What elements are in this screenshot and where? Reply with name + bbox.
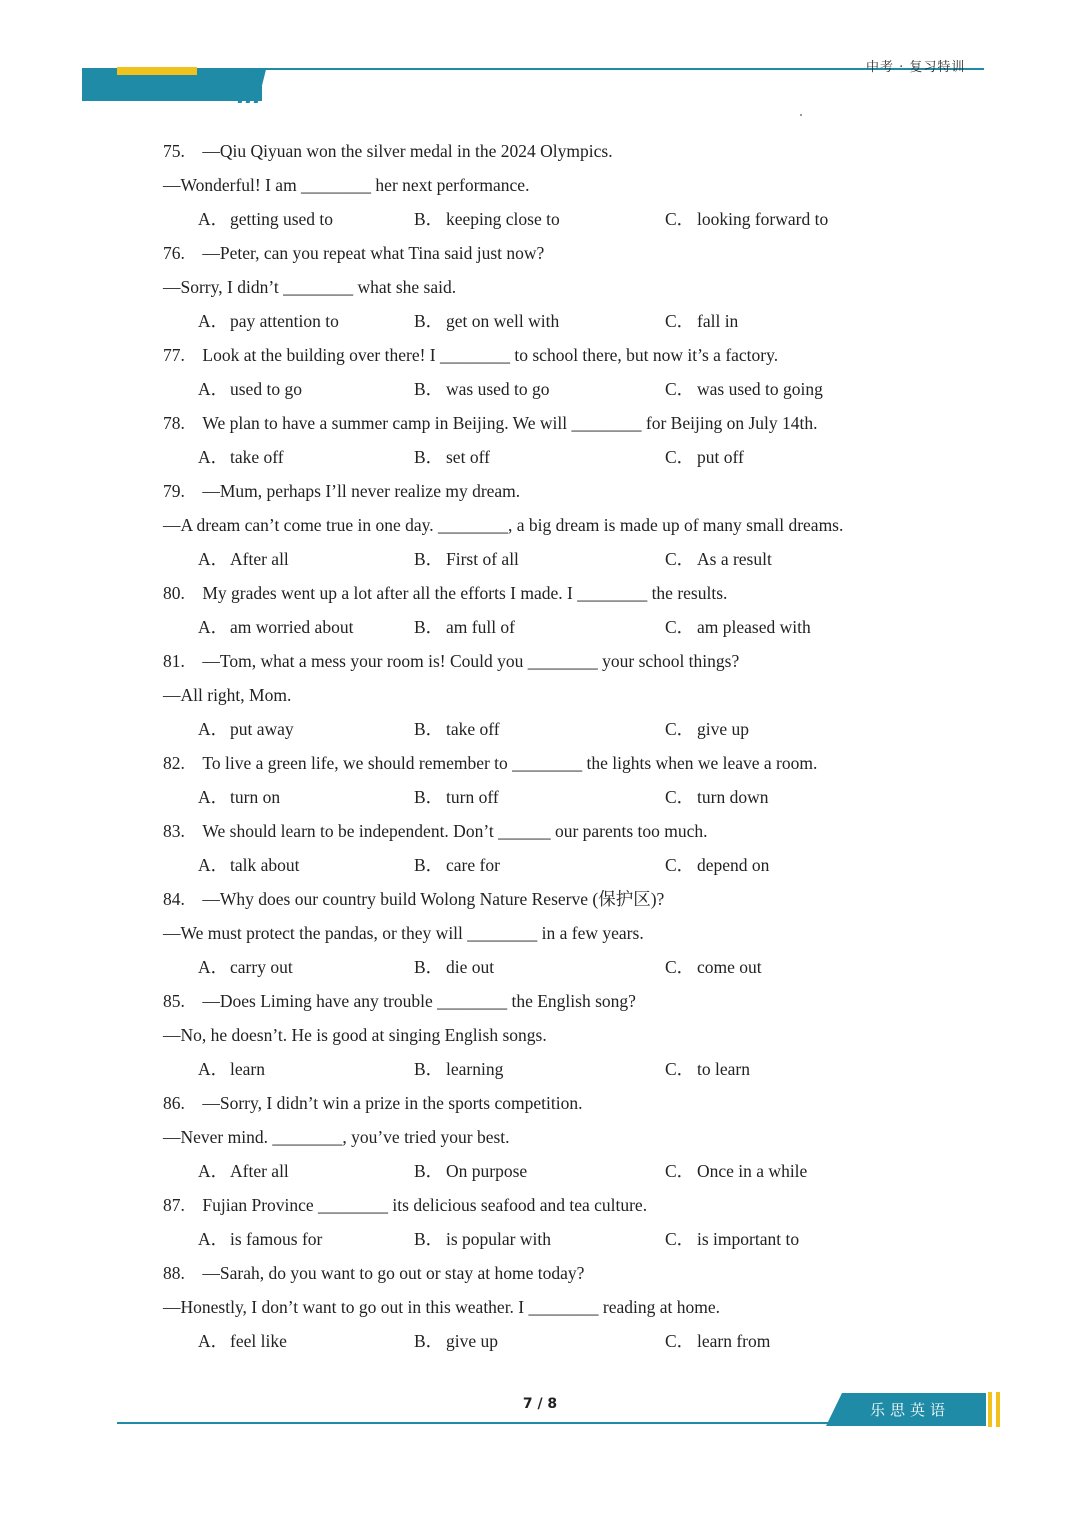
option-text: take off xyxy=(230,447,284,467)
option-label: C． xyxy=(665,549,695,569)
option-label: A． xyxy=(198,1331,229,1351)
option-text: am pleased with xyxy=(697,617,811,637)
option-label: C． xyxy=(665,311,695,331)
option-c xyxy=(665,542,772,576)
option-text: Once in a while xyxy=(697,1161,808,1181)
question-item xyxy=(163,406,963,474)
option-b xyxy=(414,1052,503,1086)
question-stem: 78. We plan to have a summer camp in Beijing. We will ________ for Beijing on July 14th. xyxy=(163,413,818,433)
answer-options xyxy=(163,542,963,576)
header-title: 中考 · 复习特训 xyxy=(866,60,966,75)
answer-options xyxy=(163,1052,963,1086)
option-label: B． xyxy=(414,549,444,569)
question-reply: —Sorry, I didn’t ________ what she said. xyxy=(163,277,457,297)
option-c xyxy=(665,610,811,644)
option-a xyxy=(198,202,333,236)
option-a xyxy=(198,542,289,576)
option-text: put off xyxy=(697,447,744,467)
question-stem: 77. Look at the building over there! I ________ to school there, but now it’s a factory. xyxy=(163,345,779,365)
option-c xyxy=(665,202,828,236)
option-label: C． xyxy=(665,957,695,977)
option-text: getting used to xyxy=(230,209,334,229)
option-text: die out xyxy=(446,957,495,977)
answer-options xyxy=(163,780,963,814)
option-text: learn xyxy=(230,1059,265,1079)
option-a xyxy=(198,848,300,882)
option-text: set off xyxy=(446,447,490,467)
option-c xyxy=(665,1052,750,1086)
option-text: get on well with xyxy=(446,311,560,331)
option-text: turn on xyxy=(230,787,281,807)
answer-options xyxy=(163,950,963,984)
option-label: C． xyxy=(665,787,695,807)
option-a xyxy=(198,712,294,746)
footer-brand: 乐思英语 xyxy=(870,1401,951,1419)
question-item xyxy=(163,576,963,644)
option-b xyxy=(414,202,560,236)
option-a xyxy=(198,440,284,474)
question-item xyxy=(163,474,963,576)
answer-options xyxy=(163,712,963,746)
option-label: B． xyxy=(414,1229,444,1249)
question-stem: 86. —Sorry, I didn’t win a prize in the sports competition. xyxy=(163,1093,583,1113)
option-label: A． xyxy=(198,957,229,977)
option-c xyxy=(665,1324,770,1358)
option-b xyxy=(414,1324,498,1358)
option-label: C． xyxy=(665,1059,695,1079)
option-text: is famous for xyxy=(230,1229,323,1249)
option-label: C． xyxy=(665,447,695,467)
option-label: C． xyxy=(665,379,695,399)
option-text: is popular with xyxy=(446,1229,551,1249)
option-a xyxy=(198,950,293,984)
option-label: A． xyxy=(198,311,229,331)
question-item xyxy=(163,984,963,1086)
option-a xyxy=(198,1222,322,1256)
option-label: A． xyxy=(198,787,229,807)
footer-stripe xyxy=(988,1392,992,1427)
option-text: After all xyxy=(230,549,289,569)
question-stem: 80. My grades went up a lot after all the efforts I made. I ________ the results. xyxy=(163,583,728,603)
answer-options xyxy=(163,1222,963,1256)
option-b xyxy=(414,712,500,746)
question-stem: 85. —Does Liming have any trouble ________ the English song? xyxy=(163,991,636,1011)
option-a xyxy=(198,610,353,644)
option-text: give up xyxy=(697,719,750,739)
option-text: After all xyxy=(230,1161,289,1181)
option-c xyxy=(665,950,762,984)
question-item xyxy=(163,814,963,882)
option-c xyxy=(665,1222,799,1256)
question-reply: —We must protect the pandas, or they will ________ in a few years. xyxy=(163,923,644,943)
option-text: keeping close to xyxy=(446,209,560,229)
footer-stripe xyxy=(996,1392,1000,1427)
question-item xyxy=(163,338,963,406)
option-b xyxy=(414,848,500,882)
option-label: B． xyxy=(414,719,444,739)
question-item xyxy=(163,1256,963,1358)
question-stem: 79. —Mum, perhaps I’ll never realize my dream. xyxy=(163,481,521,501)
header-accent xyxy=(117,67,197,75)
page-number: 7 / 8 xyxy=(522,1396,558,1412)
option-label: B． xyxy=(414,209,444,229)
question-reply: —Never mind. ________, you’ve tried your best. xyxy=(163,1127,510,1147)
option-text: take off xyxy=(446,719,500,739)
option-label: B． xyxy=(414,957,444,977)
option-text: to learn xyxy=(697,1059,750,1079)
answer-options xyxy=(163,1324,963,1358)
answer-options xyxy=(163,610,963,644)
option-text: learning xyxy=(446,1059,504,1079)
option-b xyxy=(414,610,515,644)
footer-rule xyxy=(117,1422,837,1424)
option-text: used to go xyxy=(230,379,302,399)
option-label: C． xyxy=(665,617,695,637)
option-label: A． xyxy=(198,617,229,637)
option-text: give up xyxy=(446,1331,499,1351)
option-label: C． xyxy=(665,719,695,739)
option-a xyxy=(198,1154,289,1188)
question-item xyxy=(163,134,963,236)
option-label: B． xyxy=(414,1059,444,1079)
option-label: A． xyxy=(198,1229,229,1249)
answer-options xyxy=(163,304,963,338)
question-stem: 88. —Sarah, do you want to go out or stay at home today? xyxy=(163,1263,585,1283)
question-reply: —A dream can’t come true in one day. ________, a big dream is made up of many small dreams. xyxy=(163,515,844,535)
option-text: was used to go xyxy=(446,379,550,399)
option-label: C． xyxy=(665,1331,695,1351)
option-text: is important to xyxy=(697,1229,800,1249)
option-b xyxy=(414,542,519,576)
option-text: First of all xyxy=(446,549,519,569)
option-text: looking forward to xyxy=(697,209,829,229)
question-stem: 81. —Tom, what a mess your room is! Could you ________ your school things? xyxy=(163,651,740,671)
question-item xyxy=(163,236,963,338)
option-label: A． xyxy=(198,379,229,399)
option-label: C． xyxy=(665,209,695,229)
option-c xyxy=(665,848,769,882)
answer-options xyxy=(163,848,963,882)
question-stem: 84. —Why does our country build Wolong Nature Reserve (保护区)? xyxy=(163,889,665,909)
option-label: C． xyxy=(665,1161,695,1181)
question-list xyxy=(163,134,963,1358)
option-a xyxy=(198,1052,265,1086)
option-label: B． xyxy=(414,1161,444,1181)
question-item xyxy=(163,882,963,984)
question-stem: 83. We should learn to be independent. Don’t ______ our parents too much. xyxy=(163,821,708,841)
option-c xyxy=(665,372,823,406)
answer-options xyxy=(163,440,963,474)
option-label: A． xyxy=(198,855,229,875)
question-stem: 82. To live a green life, we should remember to ________ the lights when we leave a room. xyxy=(163,753,818,773)
option-label: B． xyxy=(414,379,444,399)
question-stem: 87. Fujian Province ________ its delicious seafood and tea culture. xyxy=(163,1195,648,1215)
question-item xyxy=(163,1086,963,1188)
option-b xyxy=(414,304,559,338)
option-label: A． xyxy=(198,1059,229,1079)
option-text: fall in xyxy=(697,311,739,331)
option-label: A． xyxy=(198,719,229,739)
question-reply: —All right, Mom. xyxy=(163,685,292,705)
speck xyxy=(800,114,802,116)
option-text: depend on xyxy=(697,855,770,875)
option-text: learn from xyxy=(697,1331,771,1351)
question-item xyxy=(163,746,963,814)
option-text: carry out xyxy=(230,957,293,977)
option-label: C． xyxy=(665,1229,695,1249)
option-b xyxy=(414,1154,527,1188)
option-b xyxy=(414,950,494,984)
option-text: was used to going xyxy=(697,379,823,399)
answer-options xyxy=(163,1154,963,1188)
option-label: B． xyxy=(414,447,444,467)
option-label: B． xyxy=(414,617,444,637)
option-c xyxy=(665,712,749,746)
option-b xyxy=(414,1222,551,1256)
option-b xyxy=(414,440,490,474)
option-b xyxy=(414,780,499,814)
question-stem: 76. —Peter, can you repeat what Tina said just now? xyxy=(163,243,545,263)
option-text: am worried about xyxy=(230,617,354,637)
option-text: turn off xyxy=(446,787,499,807)
option-label: A． xyxy=(198,1161,229,1181)
option-b xyxy=(414,372,550,406)
option-label: B． xyxy=(414,787,444,807)
option-text: pay attention to xyxy=(230,311,339,331)
option-label: C． xyxy=(665,855,695,875)
option-text: turn down xyxy=(697,787,769,807)
question-reply: —Wonderful! I am ________ her next performance. xyxy=(163,175,530,195)
option-label: A． xyxy=(198,447,229,467)
option-text: talk about xyxy=(230,855,300,875)
option-text: am full of xyxy=(446,617,516,637)
option-text: On purpose xyxy=(446,1161,528,1181)
option-text: come out xyxy=(697,957,762,977)
option-c xyxy=(665,1154,807,1188)
option-a xyxy=(198,372,302,406)
question-item xyxy=(163,644,963,746)
option-label: B． xyxy=(414,1331,444,1351)
option-a xyxy=(198,780,280,814)
option-c xyxy=(665,440,744,474)
option-a xyxy=(198,1324,287,1358)
option-label: A． xyxy=(198,209,229,229)
question-reply: —Honestly, I don’t want to go out in this weather. I ________ reading at home. xyxy=(163,1297,720,1317)
option-text: care for xyxy=(446,855,500,875)
option-text: feel like xyxy=(230,1331,287,1351)
option-a xyxy=(198,304,339,338)
option-label: B． xyxy=(414,311,444,331)
answer-options xyxy=(163,372,963,406)
option-text: put away xyxy=(230,719,294,739)
question-stem: 75. —Qiu Qiyuan won the silver medal in the 2024 Olympics. xyxy=(163,141,613,161)
option-label: B． xyxy=(414,855,444,875)
answer-options xyxy=(163,202,963,236)
question-reply: —No, he doesn’t. He is good at singing English songs. xyxy=(163,1025,547,1045)
option-text: As a result xyxy=(697,549,772,569)
option-c xyxy=(665,780,768,814)
option-label: A． xyxy=(198,549,229,569)
option-c xyxy=(665,304,738,338)
question-item xyxy=(163,1188,963,1256)
